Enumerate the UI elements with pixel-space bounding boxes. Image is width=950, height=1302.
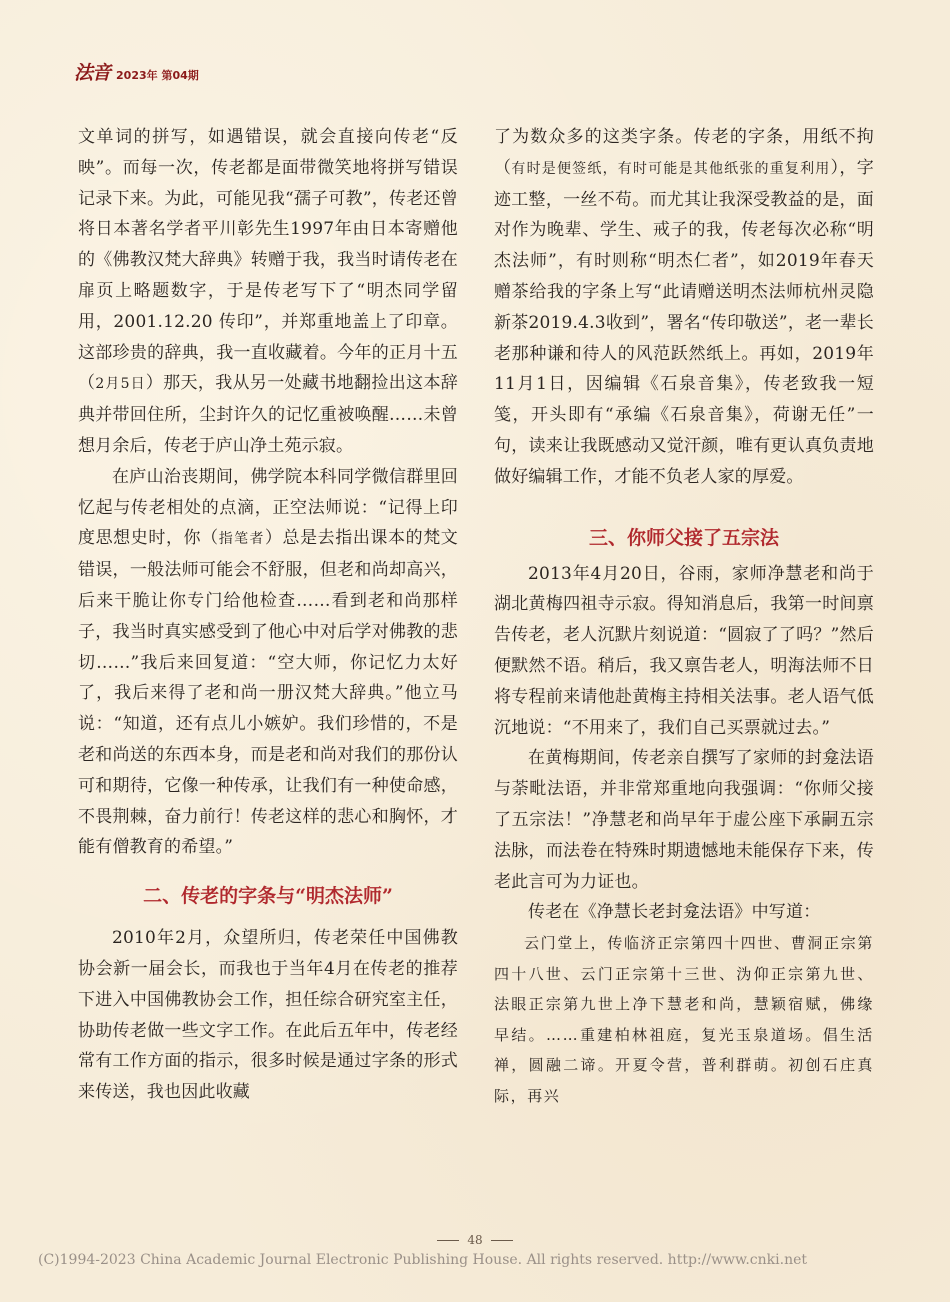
inline-note: 2月5日 [95, 376, 146, 393]
page-number [0, 1233, 950, 1247]
paragraph-text: ）那天，我从另一处藏书地翻捡出这本辞典并带回住所，尘封许久的记忆重被唤醒……未曾想月余后，传老于庐山净土苑示寂。 [78, 373, 458, 456]
left-column [78, 122, 458, 1108]
paragraph-text: ），字迹工整，一丝不苟。而尤其让我深受教益的是，面对作为晚辈、学生、戒子的我，传老每次必称“明杰法师”，有时则称“明杰仁者”，如2019年春天赠茶给我的字条上写“此请赠送明杰法师杭州灵隐新茶2019.4.3收到”，署名“传印敬送”，老一辈长老那种谦和待人的风范跃然纸上。再如，2019年11月1日，因编辑《石泉音集》，传老致我一短笺，开头即有“承编《石泉音集》，荷谢无任”一句，读来让我既感动又觉汗颜，唯有更认真负责地做好编辑工作，才能不负老人家的厚爱。 [494, 157, 875, 487]
paragraph-text: 了为数众多的这类字条。传老的字条，用纸不拘（ [494, 127, 874, 178]
paragraph [494, 122, 874, 493]
paragraph: 在黄梅期间，传老亲自撰写了家师的封龛法语与荼毗法语，并非常郑重地向我强调：“你师父接了五宗法！”净慧老和尚早年于虚公座下承嗣五宗法脉，而法卷在特殊时期遗憾地未能保存下来，传老此言可为力证也。 [494, 748, 874, 892]
section-heading: 三、你师父接了五宗法 [588, 526, 779, 549]
paragraph [78, 122, 458, 462]
paragraph [78, 462, 458, 863]
block-quote: 云门堂上，传临济正宗第四十四世、曹洞正宗第四十八世、云门正宗第十三世、沩仰正宗第九世、法眼正宗第九世上净下慧老和尚，慧颖宿赋，佛缘早结。……重建柏林祖庭，复光玉泉道场。倡生活禅，圆融二谛。开夏令营，普利群萌。初创石庄真际，再兴 [494, 934, 874, 1105]
paragraph: 2010年2月，众望所归，传老荣任中国佛教协会新一届会长，而我也于当年4月在传老的推荐下进入中国佛教协会工作，担任综合研究室主任，协助传老做一些文字工作。在此后五年中，传老经常有工作方面的指示，很多时候是通过字条的形式来传送，我也因此收藏 [78, 928, 458, 1103]
paragraph: 传老在《净慧长老封龛法语》中写道： [528, 902, 821, 923]
divider [437, 1240, 459, 1241]
inline-note: 有时是便签纸，有时可能是其他纸张的重复利用 [511, 160, 831, 177]
right-column [494, 122, 874, 1111]
journal-header [74, 58, 199, 82]
inline-note: 指笔者 [218, 531, 265, 548]
journal-logo: 法音 [74, 62, 111, 84]
paragraph-text: 文单词的拼写，如遇错误，就会直接向传老“反映”。而每一次，传老都是面带微笑地将拼写错误记录下来。为此，可能见我“孺子可教”，传老还曾将日本著名学者平川彰先生1997年由日本寄赠他的《佛教汉梵大辞典》转赠于我，我当时请传老在扉页上略题数字，于是传老写下了“明杰同学留用，2001.12.20 传印”，并郑重地盖上了印章。这部珍贵的辞典，我一直收藏着。今年的正月十五（ [78, 127, 458, 394]
section-heading: 二、传老的字条与“明杰法师” [143, 885, 393, 908]
divider [491, 1240, 513, 1241]
paragraph: 2013年4月20日，谷雨，家师净慧老和尚于湖北黄梅四祖寺示寂。得知消息后，我第一时间禀告传老，老人沉默片刻说道：“圆寂了了吗？”然后便默然不语。稍后，我又禀告老人，明海法师不日将专程前来请他赴黄梅主持相关法事。老人语气低沉地说：“不用来了，我们自己买票就过去。” [494, 563, 874, 738]
copyright-notice: (C)1994-2023 China Academic Journal Electronic Publishing House. All rights reserved. http://www.cnki.net [38, 1252, 808, 1268]
paragraph-text: ）总是去指出课本的梵文错误，一般法师可能会不舒服，但老和尚却高兴，后来干脆让你专门给他检查……看到老和尚那样子，我当时真实感受到了他心中对后学对佛教的悲切……”我后来回复道：“空大师，你记忆力太好了，我后来得了老和尚一册汉梵大辞典。”他立马说：“知道，还有点儿小嫉妒。我们珍惜的，不是老和尚送的东西本身，而是老和尚对我们的那份认可和期待，它像一种传承，让我们有一种使命感，不畏荆棘，奋力前行！传老这样的悲心和胸怀，才能有僧教育的希望。” [78, 528, 458, 858]
paragraph-text: 在庐山治丧期间，佛学院本科同学微信群里回忆起与传老相处的点滴，正空法师说：“记得上印度思想史时，你（ [78, 466, 458, 549]
page-number-text: 48 [467, 1233, 483, 1247]
issue-label: 2023年 第04期 [116, 69, 199, 82]
